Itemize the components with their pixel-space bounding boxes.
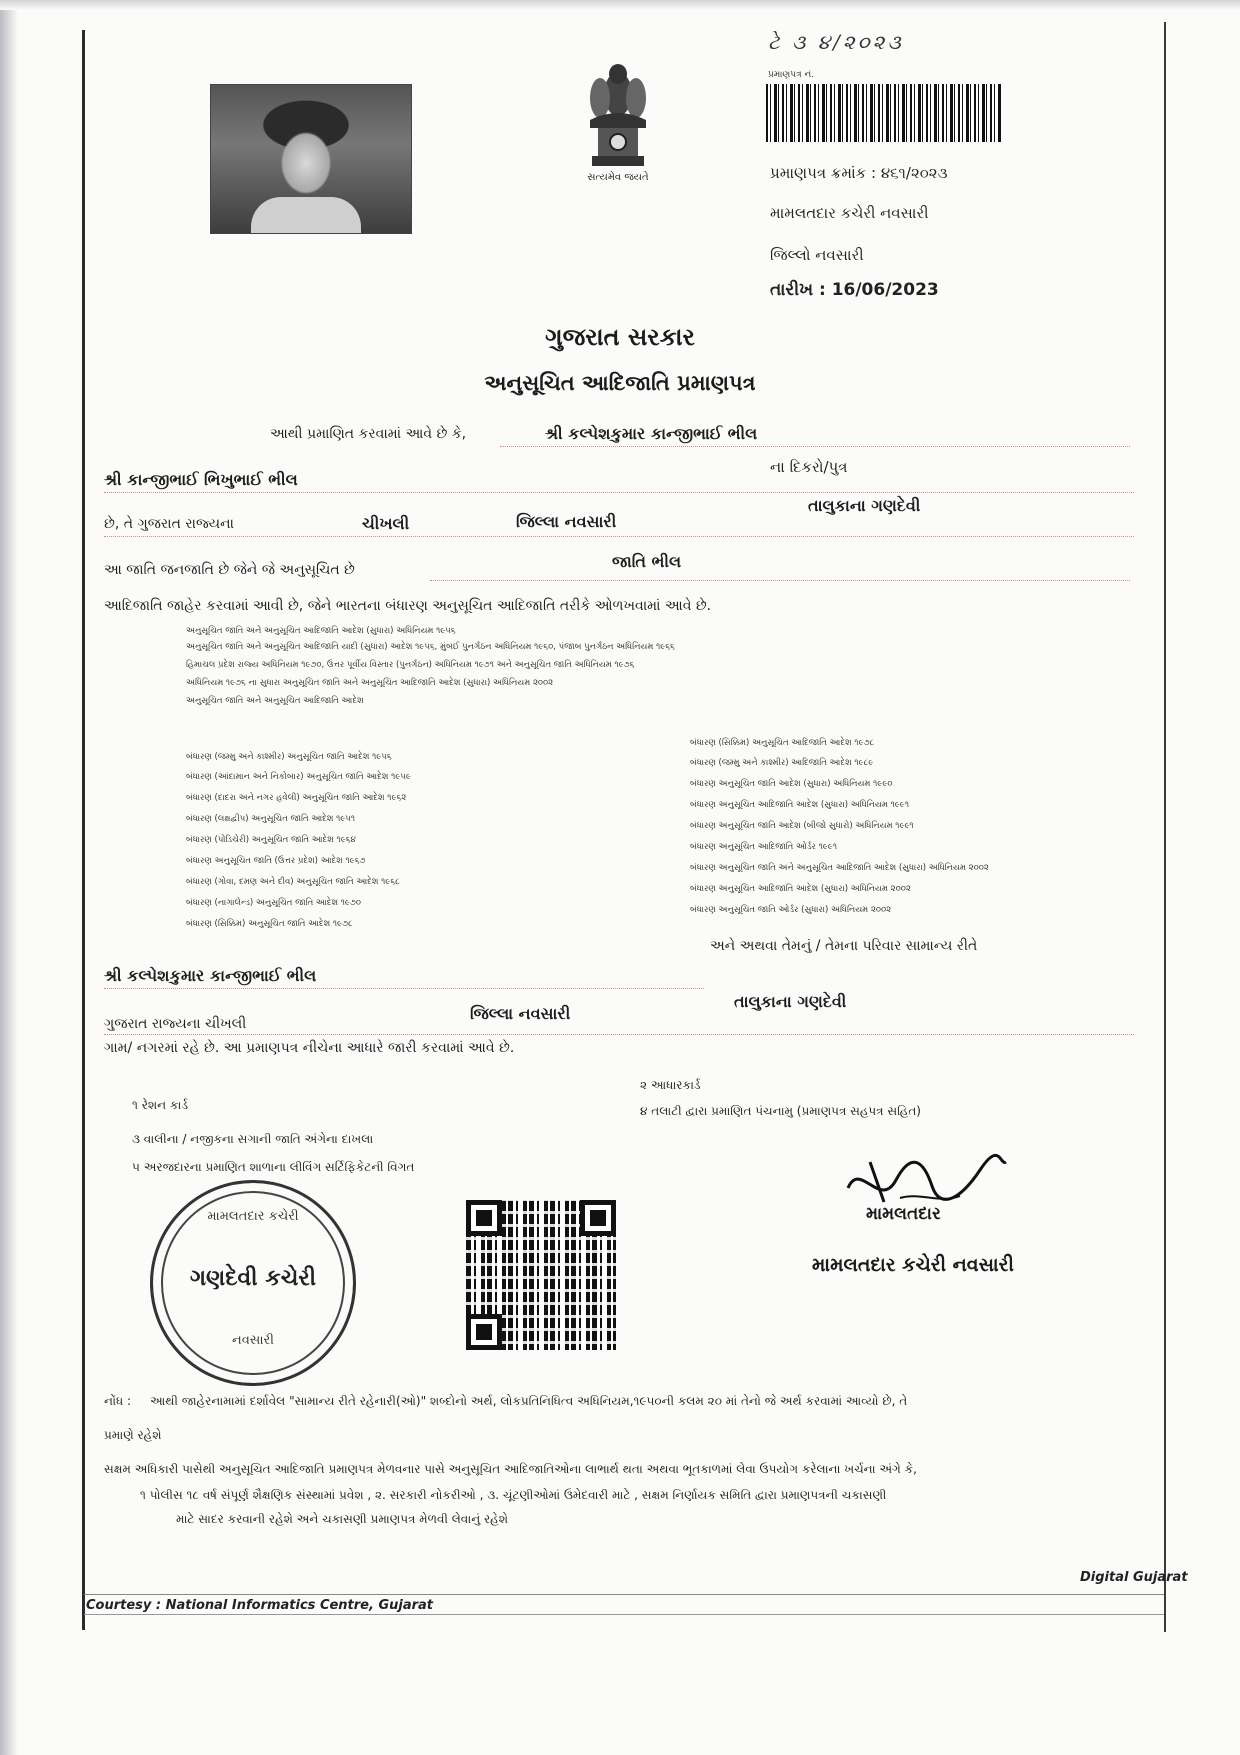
signatory-title: મામલતદાર (866, 1204, 941, 1224)
order-left-item: બંધારણ (ગોવા, દમણ અને દીવ) અનુસૂચિત જાતિ આદેશ ૧૯૬૮ (186, 877, 400, 887)
signatory-office: મામલતદાર કચેરી નવસારી (812, 1254, 1014, 1276)
order-right-item: બંધારણ અનુસૂચિત જાતિ આદેશ (બીજો સુધારો) અધિનિયમ ૧૯૯૧ (690, 821, 914, 831)
district-name: જિલ્લા નવસારી (516, 512, 617, 531)
residence-taluka: તાલુકાના ગણદેવી (734, 992, 847, 1011)
holder-name: શ્રી કલ્પેશકુમાર કાન્જીભાઈ ભીલ (545, 424, 758, 443)
order-right-item: બંધારણ અનુસૂચિત આદિજાતિ આદેશ (સુધારા) અધિનિયમ ૨૦૦૨ (690, 884, 911, 894)
order-line: અનુસૂચિત જાતિ અને અનુસૂચિત આદિજાતિ આદેશ (186, 696, 364, 706)
order-left-item: બંધારણ (આંદામાન અને નિકોબાર) અનુસૂચિત જાતિ આદેશ ૧૯૫૯ (186, 772, 411, 782)
order-left-item: બંધારણ અનુસૂચિત જાતિ (ઉત્તર પ્રદેશ) આદેશ ૧૯૬૭ (186, 856, 366, 866)
order-left-item: બંધારણ (નાગાલેન્ડ) અનુસૂચિત જાતિ આદેશ ૧૯૭૦ (186, 898, 361, 908)
scan-edge-left (0, 0, 18, 1755)
order-left-item: બંધારણ (જમ્મુ અને કાશ્મીર) અનુસૂચિત જાતિ આદેશ ૧૯૫૬ (186, 752, 392, 762)
barcode (766, 84, 1002, 142)
applicant-photo (210, 84, 412, 234)
footer-courtesy: Courtesy : National Informatics Centre, Gujarat (86, 1598, 434, 1613)
emblem-caption: સત્યમેવ જયતે (587, 172, 649, 183)
seal-center-text: ગણદેવી કચેરી (190, 1265, 316, 1291)
notes-paragraph: સક્ષમ અધિકારી પાસેથી અનુસૂચિત આદિજાતિ પ્રમાણપત્ર મેળવનાર પાસે અનુસૂચિત આદિજાતિઓના લાભાર્થ થતા અથવા ભૂતકાળમાં લેવા ઉપયોગ કરેલાના ખર્ચના અંગે કે, (104, 1462, 917, 1476)
basis-item: ૪ તલાટી દ્વારા પ્રમાણિત પંચનામુ (પ્રમાણપત્ર સહપત્ર સહિત) (640, 1104, 921, 1118)
certificate-number: પ્રમાણપત્ર ક્રમાંક : ૪૬૧/૨૦૨૩ (770, 164, 948, 182)
dotted-rule (104, 1034, 1134, 1035)
page-border-left (82, 30, 85, 1630)
declaration-text: આદિજાતિ જાહેર કરવામાં આવી છે, જેને ભારતના બંધારણ અનુસૂચિત આદિજાતિ તરીકે ઓળખવામાં આવે છે. (104, 598, 712, 614)
order-line: અનુસૂચિત જાતિ અને અનુસૂચિત આદિજાતિ યાદી (સુધારા) આદેશ ૧૯૫૬, મુંબઈ પુનર્ગઠન અધિનિયમ ૧૯૬૦, પંજાબ પુનર્ગઠન અધિનિયમ ૧૯૬૬ (186, 642, 675, 652)
basis-item: ૧ રેશન કાર્ડ (132, 1098, 188, 1112)
footer-brand: Digital Gujarat (1080, 1570, 1188, 1585)
footer-rule (84, 1614, 1164, 1615)
issue-date: તારીખ : 16/06/2023 (770, 280, 939, 300)
residence-state-village: ગુજરાત રાજ્યના ચીખલી (104, 1016, 247, 1032)
residence-district: જિલ્લા નવસારી (470, 1004, 571, 1023)
order-left-item: બંધારણ (દાદરા અને નગર હવેલી) અનુસૂચિત જાતિ આદેશ ૧૯૬૨ (186, 793, 407, 803)
residence-closing: ગામ/ નગરમાં રહે છે. આ પ્રમાણપત્ર નીચેના આધારે જારી કરવામાં આવે છે. (104, 1040, 515, 1056)
village-name: ચીખલી (362, 514, 410, 533)
district-line: જિલ્લો નવસારી (770, 246, 864, 264)
order-right-item: બંધારણ (સિક્કિમ) અનુસૂચિત આદિજાતિ આદેશ ૧૯૭૮ (690, 738, 875, 748)
residence-holder-name: શ્રી કલ્પેશકુમાર કાન્જીભાઈ ભીલ (104, 966, 317, 985)
order-line: અધિનિયમ ૧૯૭૬ ના સુધારા અનુસૂચિત જાતિ અને અનુસૂચિત આદિજાતિ આદેશ (સુધારા) અધિનિયમ ૨૦૦૨ (186, 678, 554, 688)
basis-item: ૨ આધારકાર્ડ (640, 1078, 701, 1092)
order-line: અનુસૂચિત જાતિ અને અનુસૂચિત આદિજાતિ આદેશ (સુધારા) અધિનિયમ ૧૯૫૬ (186, 626, 456, 636)
order-line: હિમાચલ પ્રદેશ રાજ્ય અધિનિયમ ૧૯૭૦, ઉત્તર પૂર્વીય વિસ્તાર (પુનર્ગઠન) અધિનિયમ ૧૯૭૧ અને અનુસૂચિત જાતિ અધિનિયમ ૧૯૭૬ (186, 660, 635, 670)
seal-top-text: મામલતદાર કચેરી (207, 1209, 299, 1224)
caste-line: આ જાતિ જનજાતિ છે જેને જે અનુસૂચિત છે (104, 562, 355, 578)
father-name: શ્રી કાન્જીભાઈ ભિખુભાઈ ભીલ (104, 470, 298, 489)
residence-note: અને અથવા તેમનું / તેમના પરિવાર સામાન્ય રીતે (710, 938, 978, 954)
dotted-rule (430, 580, 1130, 581)
order-right-item: બંધારણ અનુસૂચિત જાતિ આદેશ (સુધારા) અધિનિયમ ૧૯૯૦ (690, 779, 893, 789)
order-left-item: બંધારણ (સિક્કિમ) અનુસૂચિત જાતિ આદેશ ૧૯૭૮ (186, 919, 353, 929)
note-text-continued: પ્રમાણે રહેશે (104, 1428, 162, 1442)
issuing-office: મામલતદાર કચેરી નવસારી (770, 204, 929, 222)
relation-label: ના દિકરો/પુત્ર (770, 458, 848, 476)
order-left-item: બંધારણ (પોંડિચેરી) અનુસૂચિત જાતિ આદેશ ૧૯૬૪ (186, 835, 356, 845)
notes-item-continued: માટે સાદર કરવાની રહેશે અને ચકાસણી પ્રમાણપત્ર મેળવી લેવાનું રહેશે (176, 1512, 508, 1526)
seal-bottom-text: નવસારી (232, 1333, 274, 1348)
note-text: આથી જાહેરનામામાં દર્શાવેલ "સામાન્ય રીતે રહેનારી(ઓ)" શબ્દોનો અર્થ, લોકપ્રતિનિધિત્વ અધિનિયમ,૧૯૫૦ની કલમ ૨૦ માં તેનો જે અર્થ કરવામાં આવ્યો છે, તે (150, 1394, 908, 1408)
dotted-rule (104, 492, 1134, 493)
dotted-rule (104, 536, 1134, 537)
certificate-title: અનુસૂચિત આદિજાતિ પ્રમાણપત્ર (484, 370, 756, 395)
tribe-name: જાતિ ભીલ (612, 552, 682, 571)
footer-rule (84, 1594, 1164, 1595)
scan-edge-top (0, 0, 1240, 10)
qr-code (466, 1200, 616, 1350)
basis-item: ૫ અરજદારના પ્રમાણિત શાળાના લીવિંગ સર્ટિફિકેટની વિગત (132, 1160, 415, 1174)
order-right-item: બંધારણ અનુસૂચિત જાતિ ઓર્ડર (સુધારા) અધિનિયમ ૨૦૦૨ (690, 905, 892, 915)
reference-number: ટે ૩ ૪/૨૦૨૩ (768, 30, 904, 54)
order-left-item: બંધારણ (લક્ષદ્વીપ) અનુસૂચિત જાતિ આદેશ ૧૯૫૧ (186, 814, 356, 824)
barcode-caption: પ્રમાણપત્ર નં. (768, 70, 815, 80)
dotted-rule (104, 988, 704, 989)
government-title: ગુજરાત સરકાર (545, 322, 695, 351)
state-label: છે, તે ગુજરાત રાજ્યના (104, 516, 234, 532)
order-right-item: બંધારણ અનુસૂચિત જાતિ અને અનુસૂચિત આદિજાતિ આદેશ (સુધારા) અધિનિયમ ૨૦૦૨ (690, 863, 989, 873)
dotted-rule (500, 446, 1130, 447)
note-label: નોંધ : (104, 1394, 131, 1408)
order-right-item: બંધારણ (જમ્મુ અને કાશ્મીર) આદિજાતિ આદેશ ૧૯૮૯ (690, 758, 874, 768)
national-emblem-icon (570, 56, 666, 186)
notes-item: ૧ પોલીસ ૧૮ વર્ષ સંપૂર્ણ શૈક્ષણિક સંસ્થામાં પ્રવેશ , ૨. સરકારી નોકરીઓ , ૩. ચૂંટણીઓમાં ઉમેદવારી માટે , સક્ષમ નિર્ણાયક સમિતિ દ્વારા પ્રમાણપત્રની ચકાસણી (140, 1488, 887, 1502)
intro-text: આથી પ્રમાણિત કરવામાં આવે છે કે, (270, 426, 467, 442)
taluka-name: તાલુકાના ગણદેવી (808, 496, 921, 515)
order-right-item: બંધારણ અનુસૂચિત આદિજાતિ ઓર્ડર ૧૯૯૧ (690, 842, 837, 852)
basis-item: ૩ વાલીના / નજીકના સગાની જાતિ અંગેના દાખલા (132, 1132, 374, 1146)
order-right-item: બંધારણ અનુસૂચિત આદિજાતિ આદેશ (સુધારા) અધિનિયમ ૧૯૯૧ (690, 800, 910, 810)
page-border-right (1164, 22, 1166, 1632)
official-seal (150, 1180, 356, 1386)
